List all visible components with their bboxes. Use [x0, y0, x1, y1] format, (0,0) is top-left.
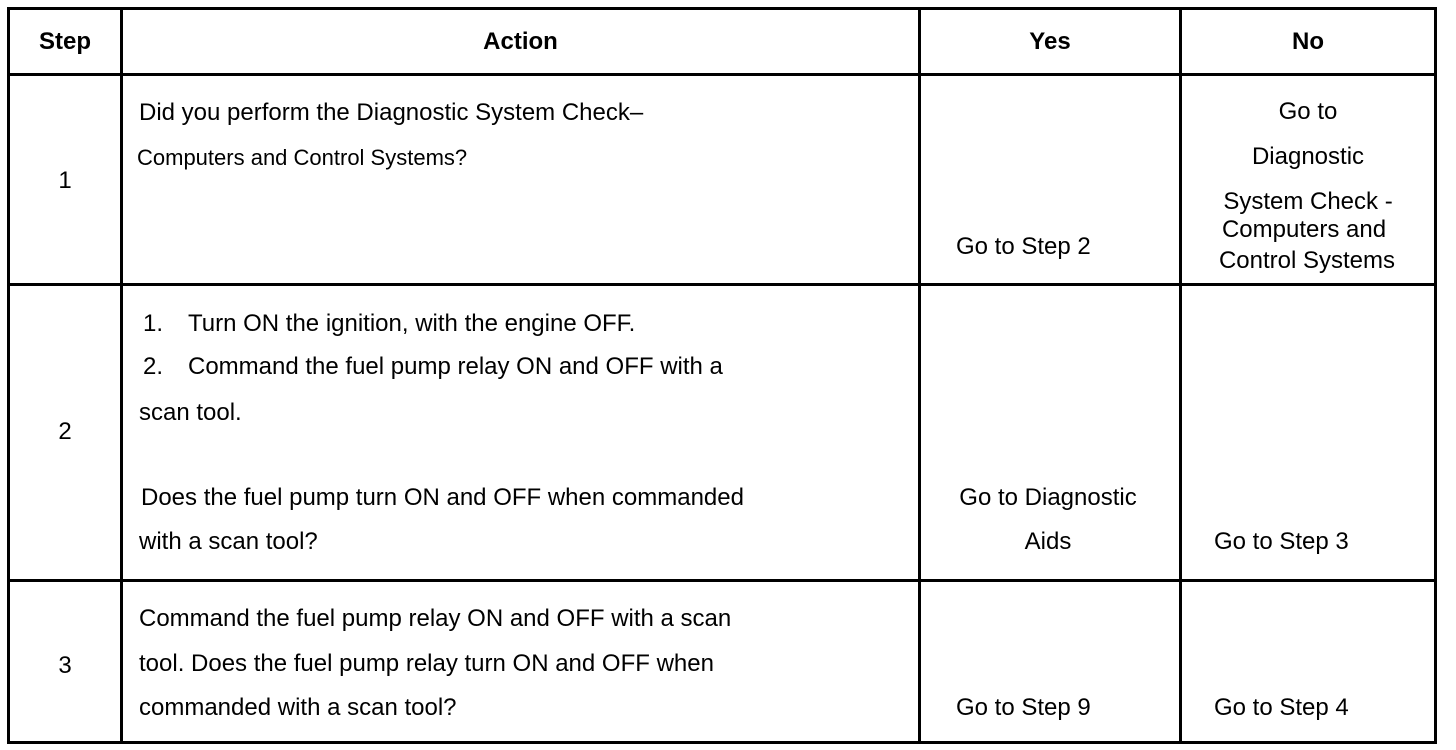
yes-text-line: Go to Diagnostic	[959, 484, 1137, 511]
header-yes: Yes	[920, 9, 1181, 75]
yes-link-text: Go to Step 2	[956, 233, 1091, 260]
step-number: 2	[58, 418, 72, 445]
no-cell	[1181, 75, 1436, 285]
no-link-text: Go to Step 3	[1214, 528, 1349, 555]
action-question-line: Does the fuel pump turn ON and OFF when commanded	[141, 484, 744, 511]
header-step: Step	[9, 9, 122, 75]
action-line: tool. Does the fuel pump relay turn ON and OFF when	[139, 650, 714, 677]
no-text-line: Diagnostic	[1251, 143, 1365, 170]
no-cell	[1181, 285, 1436, 581]
action-cell	[122, 581, 920, 743]
action-line: Computers and Control Systems?	[137, 145, 468, 170]
yes-cell	[920, 581, 1181, 743]
step-cell	[9, 581, 122, 743]
action-question-line: with a scan tool?	[139, 528, 318, 555]
list-item-number: 2.	[143, 353, 164, 380]
step-cell	[9, 285, 122, 581]
action-cell	[122, 285, 920, 581]
step-cell	[9, 75, 122, 285]
no-text-line: Computers and	[1221, 216, 1387, 243]
no-text-line: System Check -	[1223, 188, 1393, 215]
header-action: Action	[122, 9, 920, 75]
yes-link-text: Go to Step 9	[956, 694, 1091, 721]
diagnostic-table	[7, 7, 1437, 744]
step-number: 1	[58, 167, 72, 194]
table-row	[9, 581, 1436, 743]
no-link-text: Go to Step 4	[1214, 694, 1349, 721]
header-no: No	[1181, 9, 1436, 75]
action-line: Command the fuel pump relay ON and OFF with a scan	[139, 605, 732, 632]
yes-cell	[920, 75, 1181, 285]
no-text-line: Control Systems	[1218, 247, 1396, 274]
list-item-text: Command the fuel pump relay ON and OFF with a	[188, 353, 723, 380]
table-row	[9, 285, 1436, 581]
no-text-line: Go to	[1278, 98, 1338, 125]
action-line: scan tool.	[139, 399, 242, 426]
list-item-text: Turn ON the ignition, with the engine OFF.	[188, 310, 636, 337]
step-number: 3	[58, 652, 72, 679]
action-line: Did you perform the Diagnostic System Check–	[139, 99, 644, 126]
yes-cell	[920, 285, 1181, 581]
yes-text-line: Aids	[1024, 528, 1072, 555]
table-header-row	[9, 9, 1436, 75]
action-cell	[122, 75, 920, 285]
action-line: commanded with a scan tool?	[139, 694, 457, 721]
no-cell	[1181, 581, 1436, 743]
diagnostic-table-sheet	[7, 7, 1434, 741]
table-row	[9, 75, 1436, 285]
list-item-number: 1.	[143, 310, 164, 337]
